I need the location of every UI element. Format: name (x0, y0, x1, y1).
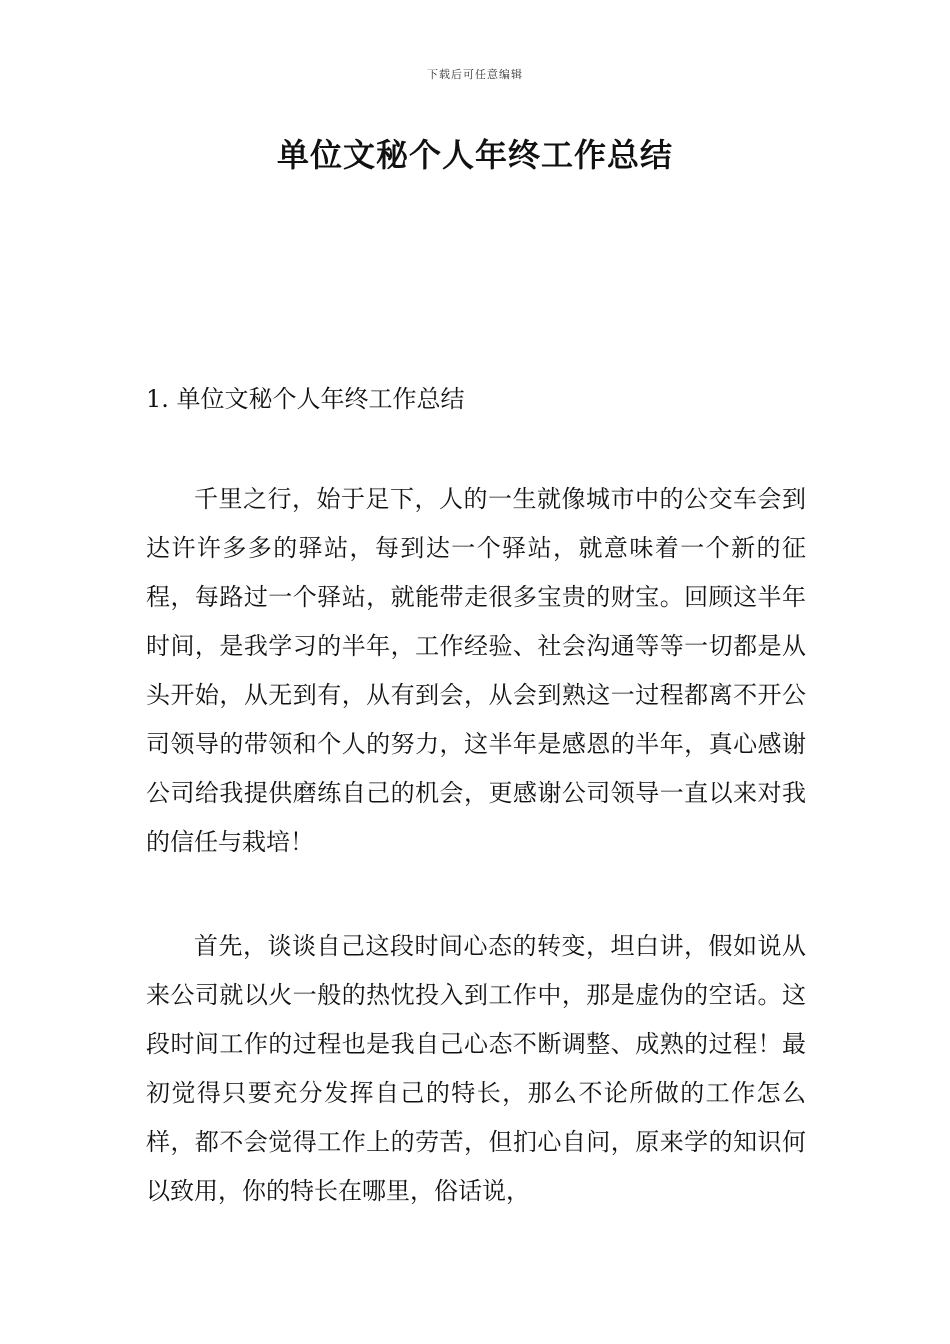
page-header-note: 下载后可任意编辑 (427, 68, 523, 81)
section-heading: 1. 单位文秘个人年终工作总结 (146, 385, 465, 413)
body-paragraph-2: 首先，谈谈自己这段时间心态的转变，坦白讲，假如说从来公司就以火一般的热忱投入到工作中，那是虚伪的空话。这段时间工作的过程也是我自己心态不断调整、成熟的过程！最初觉得只要充分发挥自己的特长，那么不论所做的工作怎么样，都不会觉得工作上的劳苦，但扪心自问，原来学的知识何以致用，你的特长在哪里，俗话说， (146, 932, 806, 1205)
document-title: 单位文秘个人年终工作总结 (276, 136, 673, 174)
body-paragraph-1: 千里之行，始于足下，人的一生就像城市中的公交车会到达许许多多的驿站，每到达一个驿站，就意味着一个新的征程，每路过一个驿站，就能带走很多宝贵的财宝。回顾这半年时间，是我学习的半年，工作经验、社会沟通等等一切都是从头开始，从无到有，从有到会，从会到熟这一过程都离不开公司领导的带领和个人的努力，这半年是感恩的半年，真心感谢公司给我提供磨练自己的机会，更感谢公司领导一直以来对我的信任与栽培！ (146, 485, 806, 856)
